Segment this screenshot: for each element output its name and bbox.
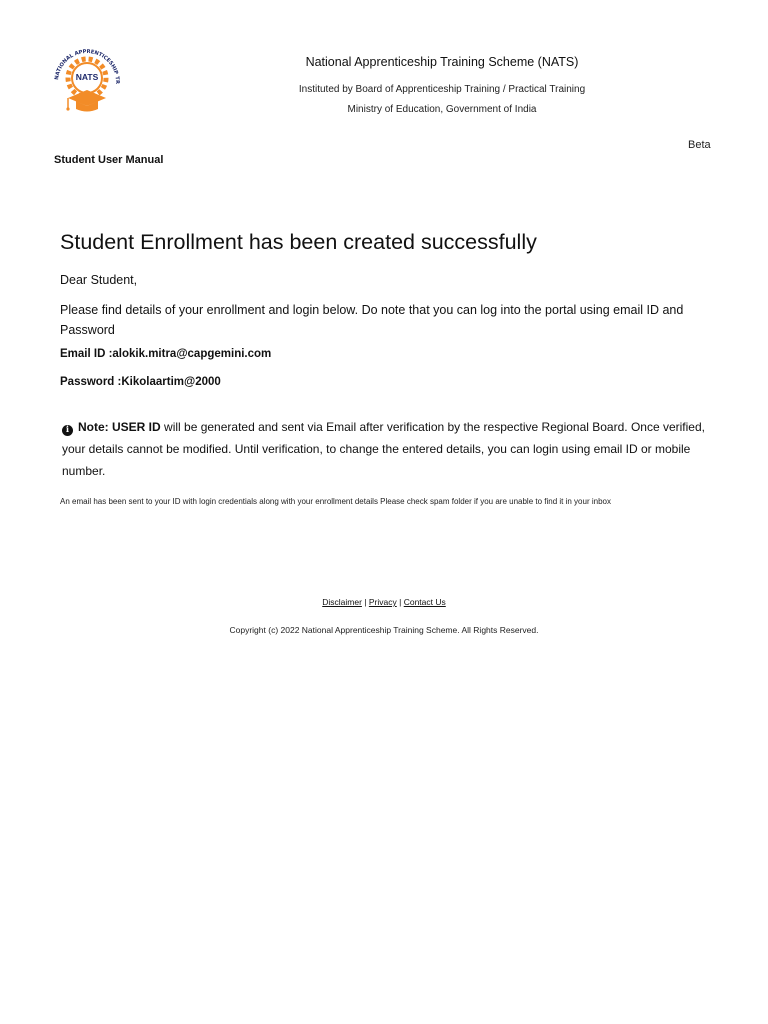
copyright-text: Copyright (c) 2022 National Apprenticeship Training Scheme. All Rights Reserved.	[229, 625, 539, 635]
nats-logo[interactable]	[46, 42, 128, 116]
email-label: Email ID :	[60, 348, 113, 360]
note-user-id: USER ID	[112, 420, 161, 434]
password-label: Password :	[60, 376, 122, 388]
student-user-manual-link[interactable]: Student User Manual	[54, 154, 164, 166]
note-label: Note:	[78, 420, 112, 434]
email-sent-message: An email has been sent to your ID with login credentials along with your enrollment details Please check spam folder if you are unable to find it in your inbox	[60, 497, 611, 506]
logo-ring-text: NATIONAL APPRENTICESHIP TR	[54, 48, 121, 84]
email-detail	[60, 348, 271, 360]
info-icon: i	[62, 425, 73, 436]
page-title: Student Enrollment has been created successfully	[60, 230, 537, 254]
disclaimer-link[interactable]: Disclaimer	[322, 597, 362, 607]
site-subtitle-ministry: Ministry of Education, Government of India	[347, 104, 537, 115]
note-text: will be generated and sent via Email after verification by the respective Regional Board. Once verified, your details cannot be modified. Until verification, to change the entered details, you can login using email ID or mobile number.	[62, 420, 705, 478]
contact-us-link[interactable]: Contact Us	[403, 597, 446, 607]
greeting-text: Dear Student,	[60, 273, 138, 287]
verification-note	[62, 416, 710, 482]
footer-separator: |	[364, 597, 367, 607]
password-value: Kikolaartim@2000	[121, 376, 221, 388]
logo-text: NATS	[75, 72, 99, 82]
intro-paragraph: Please find details of your enrollment and login below. Do note that you can log into the portal using email ID and Password	[60, 303, 684, 337]
site-subtitle-board: Instituted by Board of Apprenticeship Training / Practical Training	[298, 84, 586, 95]
email-value: alokik.mitra@capgemini.com	[112, 348, 272, 360]
nats-logo-graphic	[46, 42, 128, 116]
password-detail	[60, 376, 221, 388]
beta-badge: Beta	[688, 139, 711, 151]
footer-separator: |	[399, 597, 402, 607]
footer-links	[0, 597, 768, 607]
site-title: National Apprenticeship Training Scheme (NATS)	[305, 55, 579, 69]
privacy-link[interactable]: Privacy	[368, 597, 397, 607]
